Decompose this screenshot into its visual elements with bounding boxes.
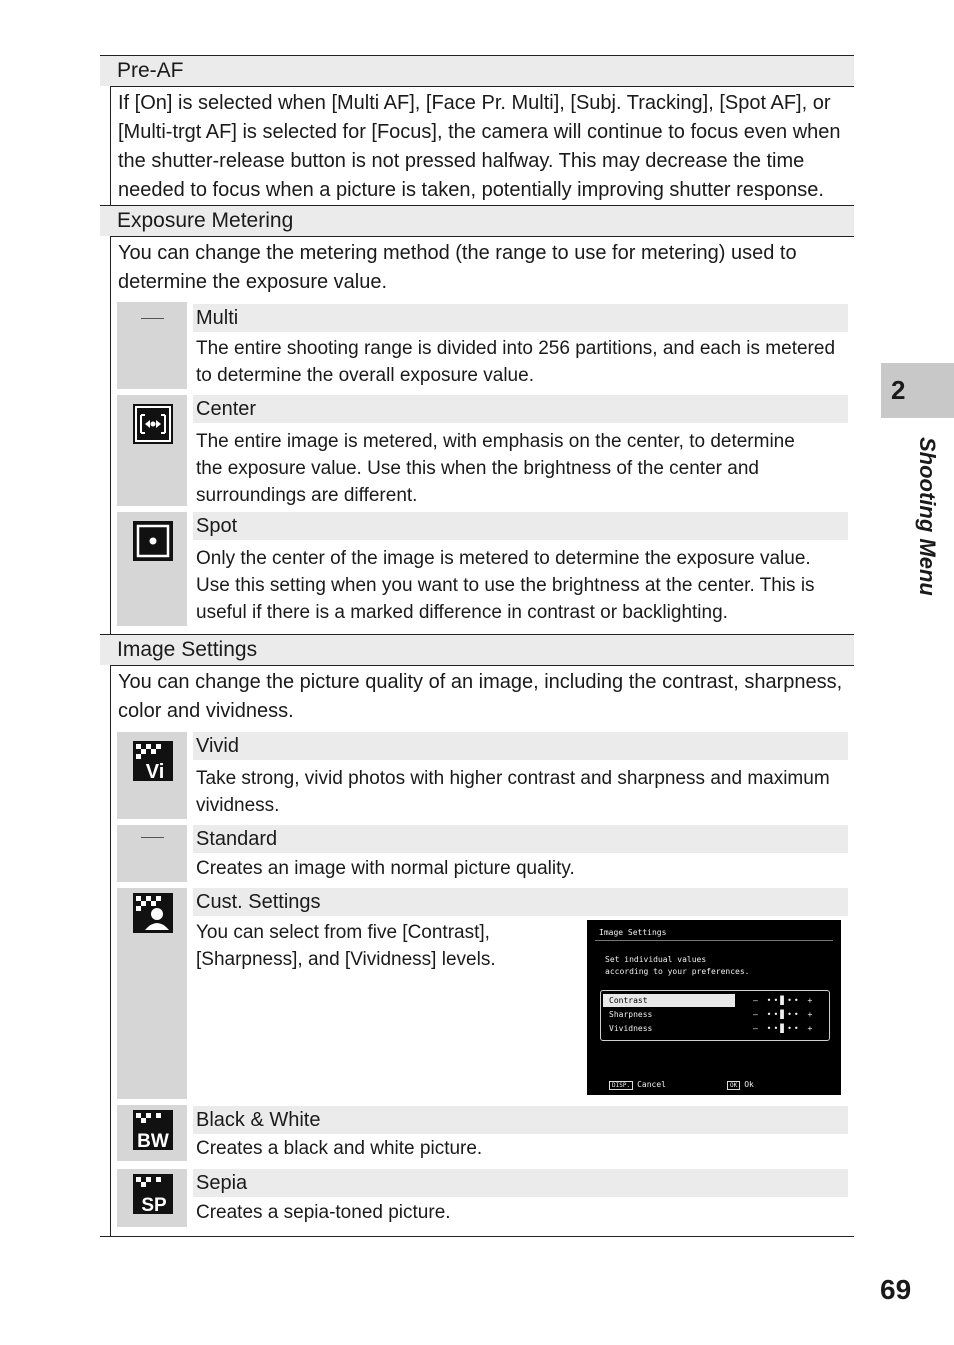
vivid-icon — [132, 740, 174, 782]
option-center — [117, 395, 848, 506]
option-line: Creates a sepia-toned picture. — [196, 1202, 451, 1223]
option-description — [196, 545, 846, 626]
image-settings-line: You can change the picture quality of an image, including the contrast, sharpness, — [118, 671, 843, 693]
option-line: the exposure value. Use this when the brightness of the center and — [196, 458, 759, 479]
disp-key-icon: DISP. — [609, 1081, 633, 1090]
option-line: Creates a black and white picture. — [196, 1138, 483, 1159]
screen-row-vividness: Vividness — [609, 1024, 653, 1033]
option-icon-cell — [117, 512, 187, 626]
option-icon-cell — [117, 395, 187, 506]
screen-instruction-line: Set individual values — [605, 955, 707, 964]
screen-row-sharpness: Sharpness — [609, 1010, 653, 1019]
option-title: Spot — [193, 512, 848, 540]
option-multi — [117, 302, 848, 389]
dash-icon — [141, 318, 164, 319]
option-title: Multi — [193, 304, 848, 332]
pre-af-line: the shutter-release button is not pressed halfway. This may decrease the time — [118, 150, 805, 172]
option-icon-cell — [117, 302, 187, 389]
option-icon-cell — [117, 1105, 187, 1161]
option-icon-cell — [117, 1169, 187, 1227]
option-line: surroundings are different. — [196, 485, 418, 506]
pre-af-line: [Multi-trgt AF] is selected for [Focus], the camera will continue to focus even when — [118, 121, 841, 143]
option-title: Black & White — [193, 1106, 848, 1134]
option-line: Use this setting when you want to use the brightness at the center. This is — [196, 575, 815, 596]
dash-icon — [141, 837, 164, 838]
option-line: Creates an image with normal picture quality. — [196, 858, 575, 879]
chapter-label: Shooting Menu — [915, 437, 940, 596]
screen-scale: – ••▊•• + — [753, 1010, 815, 1019]
screen-title: Image Settings — [599, 928, 667, 937]
option-description — [196, 855, 846, 882]
screen-ok-label: Ok — [744, 1080, 754, 1089]
chapter-number: 2 — [891, 375, 906, 405]
page-number: 69 — [880, 1274, 912, 1305]
option-line: to determine the overall exposure value. — [196, 365, 534, 386]
section-title-image-settings: Image Settings — [100, 634, 854, 665]
exposure-metering-line: You can change the metering method (the range to use for metering) used to — [118, 242, 797, 264]
option-line: Take strong, vivid photos with higher contrast and sharpness and maximum — [196, 768, 830, 789]
spot-metering-icon — [132, 520, 174, 562]
option-title: Vivid — [193, 732, 848, 760]
screen-scale: – ••▊•• + — [753, 996, 815, 1005]
option-description — [196, 335, 846, 389]
option-description — [196, 1199, 846, 1226]
screen-settings-box — [600, 990, 830, 1041]
table-bottom-rule — [100, 1236, 854, 1237]
sepia-icon — [132, 1173, 174, 1215]
option-spot — [117, 512, 848, 626]
option-title: Sepia — [193, 1169, 848, 1197]
center-metering-icon — [132, 403, 174, 445]
section-body-pre-af — [110, 86, 854, 205]
pre-af-line: If [On] is selected when [Multi AF], [Face Pr. Multi], [Subj. Tracking], [Spot AF], or — [118, 92, 831, 114]
black-white-icon — [132, 1109, 174, 1151]
svg-text:Vi: Vi — [145, 761, 165, 782]
image-settings-line: color and vividness. — [118, 700, 294, 722]
option-line: You can select from five [Contrast], — [196, 922, 490, 943]
screen-cancel-hint — [609, 1080, 666, 1089]
option-line: vividness. — [196, 795, 280, 816]
option-description — [196, 1135, 846, 1162]
option-line: The entire image is metered, with emphasis on the center, to determine — [196, 431, 795, 452]
screen-row-contrast: Contrast — [603, 994, 735, 1007]
exposure-metering-line: determine the exposure value. — [118, 271, 388, 293]
screen-cancel-label: Cancel — [637, 1080, 666, 1089]
screen-ok-hint — [727, 1080, 754, 1089]
option-title: Center — [193, 395, 848, 423]
option-line: The entire shooting range is divided into 256 partitions, and each is metered — [196, 338, 836, 359]
option-vivid — [117, 732, 848, 819]
option-title: Cust. Settings — [193, 888, 848, 916]
option-icon-cell — [117, 732, 187, 819]
ok-key-icon: OK — [727, 1081, 740, 1090]
option-sepia — [117, 1169, 848, 1227]
pre-af-line: needed to focus when a picture is taken, potentially improving shutter response. — [118, 179, 824, 201]
custom-settings-icon — [132, 892, 174, 934]
option-description — [196, 428, 846, 509]
option-title: Standard — [193, 825, 848, 853]
camera-screen-image-settings — [587, 920, 841, 1095]
option-icon-cell — [117, 888, 187, 1099]
option-standard — [117, 825, 848, 882]
option-line: useful if there is a marked difference in contrast or backlighting. — [196, 602, 728, 623]
screen-instruction-line: according to your preferences. — [605, 967, 750, 976]
option-description — [196, 765, 846, 819]
section-title-exposure-metering: Exposure Metering — [100, 205, 854, 236]
option-line: Only the center of the image is metered to determine the exposure value. — [196, 548, 811, 569]
option-line: [Sharpness], and [Vividness] levels. — [196, 949, 496, 970]
svg-text:BW: BW — [137, 1131, 169, 1151]
section-title-pre-af: Pre-AF — [100, 55, 854, 86]
option-description — [196, 919, 576, 973]
svg-text:SP: SP — [141, 1195, 167, 1215]
screen-scale: – ••▊•• + — [753, 1024, 815, 1033]
screen-divider — [595, 940, 833, 941]
option-black-white — [117, 1105, 848, 1161]
option-icon-cell — [117, 825, 187, 882]
